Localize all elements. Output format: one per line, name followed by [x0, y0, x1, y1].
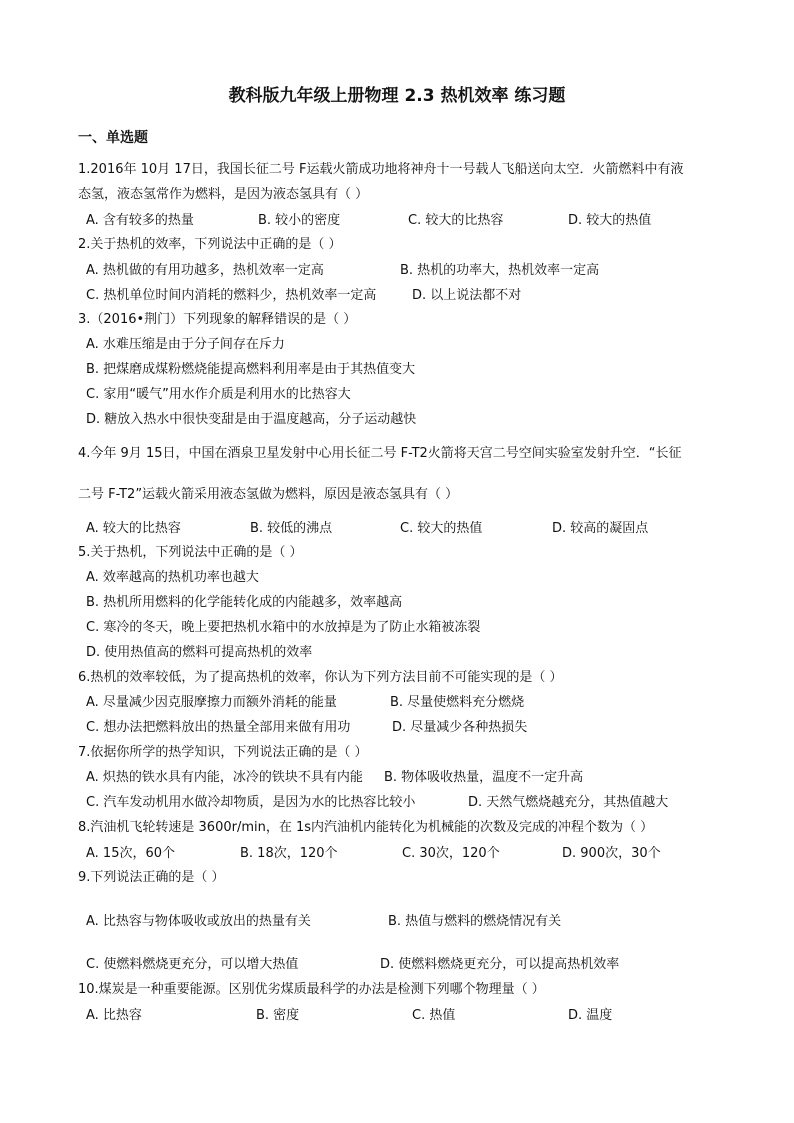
question-8: 8.汽油机飞轮转速是 3600r/min，在 1s内汽油机内能转化为机械能的次数及完成的冲程个数为（ ）: [78, 820, 654, 835]
q4-option-d: D. 较高的凝固点: [552, 521, 649, 536]
question-6: 6.热机的效率较低，为了提高热机的效率，你认为下列方法目前不可能实现的是（ ）: [78, 670, 563, 685]
q4-option-c: C. 较大的热值: [400, 521, 483, 536]
question-2: 2.关于热机的效率，下列说法中正确的是（ ）: [78, 237, 342, 252]
q3-option-a: A. 水难压缩是由于分子间存在斥力: [86, 337, 285, 352]
q3-option-c: C. 家用“暖气”用水作介质是利用水的比热容大: [86, 387, 351, 402]
question-3: 3.（2016•荆门）下列现象的解释错误的是（ ）: [78, 312, 357, 327]
question-7: 7.依据你所学的热学知识，下列说法正确的是（ ）: [78, 745, 368, 760]
page-title: 教科版九年级上册物理 2.3 热机效率 练习题: [228, 86, 566, 106]
q7-option-b: B. 物体吸收热量，温度不一定升高: [384, 770, 584, 785]
q5-option-a: A. 效率越高的热机功率也越大: [86, 570, 259, 585]
q10-option-a: A. 比热容: [86, 1008, 142, 1023]
q10-option-c: C. 热值: [412, 1008, 456, 1023]
q5-option-b: B. 热机所用燃料的化学能转化成的内能越多，效率越高: [86, 595, 403, 610]
q2-option-b: B. 热机的功率大，热机效率一定高: [400, 263, 600, 278]
q9-option-a: A. 比热容与物体吸收或放出的热量有关: [86, 914, 311, 929]
q6-option-b: B. 尽量使燃料充分燃烧: [390, 695, 525, 710]
section-heading: 一、单选题: [78, 130, 148, 146]
q2-option-d: D. 以上说法都不对: [412, 288, 522, 303]
question-9: 9.下列说法正确的是（ ）: [78, 870, 225, 885]
q8-option-b: B. 18次，120个: [240, 846, 338, 861]
q3-option-d: D. 糖放入热水中很快变甜是由于温度越高，分子运动越快: [86, 412, 417, 427]
q6-option-c: C. 想办法把燃料放出的热量全部用来做有用功: [86, 720, 351, 735]
q10-option-b: B. 密度: [256, 1008, 300, 1023]
q10-option-d: D. 温度: [568, 1008, 613, 1023]
q1-option-a: A. 含有较多的热量: [86, 213, 194, 228]
q1-option-c: C. 较大的比热容: [408, 213, 504, 228]
q8-option-a: A. 15次，60个: [86, 846, 176, 861]
q1-option-d: D. 较大的热值: [568, 213, 652, 228]
q7-option-a: A. 炽热的铁水具有内能，冰冷的铁块不具有内能: [86, 770, 363, 785]
q8-option-c: C. 30次，120个: [402, 846, 500, 861]
q7-option-d: D. 天然气燃烧越充分，其热值越大: [468, 795, 669, 810]
question-1-line-2: 态氢，液态氢常作为燃料，是因为液态氢具有（ ）: [78, 187, 369, 202]
q3-option-b: B. 把煤磨成煤粉燃烧能提高燃料利用率是由于其热值变大: [86, 362, 416, 377]
question-1-line-1: 1.2016年 10月 17日，我国长征二号 F运载火箭成功地将神舟十一号载人飞船送向太空．火箭燃料中有液: [78, 162, 684, 177]
q9-option-d: D. 使燃料燃烧更充分，可以提高热机效率: [380, 957, 620, 972]
q9-option-b: B. 热值与燃料的燃烧情况有关: [388, 914, 562, 929]
question-4-line-2: 二号 F-T2”运载火箭采用液态氢做为燃料，原因是液态氢具有（ ）: [78, 487, 459, 502]
q6-option-d: D. 尽量减少各种热损失: [392, 720, 528, 735]
q7-option-c: C. 汽车发动机用水做冷却物质，是因为水的比热容比较小: [86, 795, 416, 810]
q4-option-a: A. 较大的比热容: [86, 521, 181, 536]
q5-option-c: C. 寒冷的冬天，晚上要把热机水箱中的水放掉是为了防止水箱被冻裂: [86, 620, 481, 635]
q2-option-c: C. 热机单位时间内消耗的燃料少，热机效率一定高: [86, 288, 377, 303]
q1-option-b: B. 较小的密度: [258, 213, 341, 228]
q2-option-a: A. 热机做的有用功越多，热机效率一定高: [86, 263, 324, 278]
question-4-line-1: 4.今年 9月 15日，中国在酒泉卫星发射中心用长征二号 F-T2火箭将天宫二号空间实验室发射升空．“长征: [78, 446, 682, 461]
question-10: 10.煤炭是一种重要能源。区别优劣煤质最科学的办法是检测下列哪个物理量（ ）: [78, 982, 545, 997]
q4-option-b: B. 较低的沸点: [250, 521, 333, 536]
q5-option-d: D. 使用热值高的燃料可提高热机的效率: [86, 645, 313, 660]
q6-option-a: A. 尽量减少因克服摩擦力而额外消耗的能量: [86, 695, 337, 710]
q8-option-d: D. 900次，30个: [562, 846, 661, 861]
question-5: 5.关于热机，下列说法中正确的是（ ）: [78, 545, 303, 560]
q9-option-c: C. 使燃料燃烧更充分，可以增大热值: [86, 957, 299, 972]
